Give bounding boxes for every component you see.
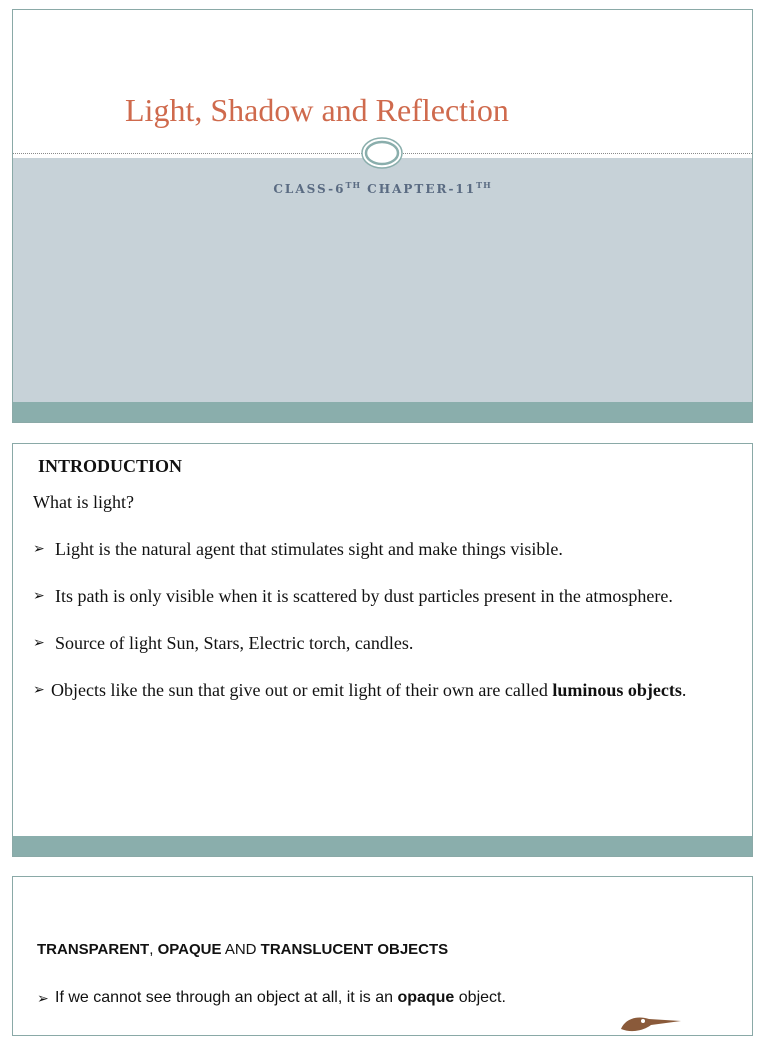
arrow-bullet-icon: ➢ [33,636,45,651]
bird-illustration-icon [603,1007,693,1037]
bullet-list [33,538,743,726]
slide-heading: TRANSPARENT, OPAQUE AND TRANSLUCENT OBJECTS [37,941,449,958]
introduction-slide [12,443,753,857]
slide-heading: INTRODUCTION [38,456,183,476]
slide-subtitle: CLASS-6TH CHAPTER-11TH [273,180,492,196]
oval-ornament-icon [360,136,404,170]
title-slide [12,9,753,423]
arrow-bullet-icon: ➢ [37,990,49,1006]
arrow-bullet-icon: ➢ [33,542,45,557]
list-item: ➢ If we cannot see through an object at all, it is an opaque object. [37,987,527,1009]
list-item: ➢ Light is the natural agent that stimulates sight and make things visible. [33,539,563,559]
list-item: ➢ Objects like the sun that give out or emit light of their own are called luminous objects. [33,680,687,700]
question-text: What is light? [33,492,134,512]
list-item: ➢ Source of light Sun, Stars, Electric torch, candles. [33,633,414,653]
slide-footer-bar [13,402,752,422]
arrow-bullet-icon: ➢ [33,589,45,604]
slide-title: Light, Shadow and Reflection [125,92,509,128]
objects-slide [12,876,753,1036]
list-item: ➢ Its path is only visible when it is scattered by dust particles present in the atmosphere. [33,586,673,606]
arrow-bullet-icon: ➢ [33,683,45,698]
slide-footer-bar [13,836,752,856]
